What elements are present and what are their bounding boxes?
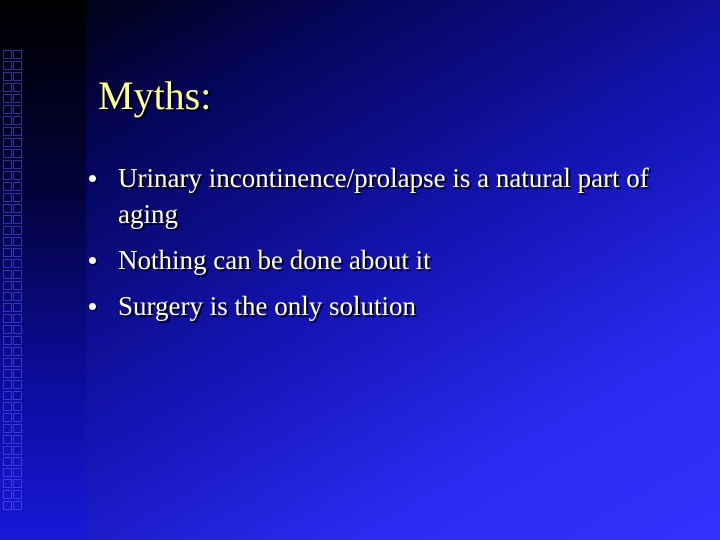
decorative-square <box>13 391 22 400</box>
decorative-square <box>13 171 22 180</box>
decorative-square <box>3 50 12 59</box>
decorative-square <box>13 270 22 279</box>
decorative-square <box>3 72 12 81</box>
decorative-square <box>13 281 22 290</box>
decorative-square <box>3 226 12 235</box>
decorative-square <box>13 160 22 169</box>
decorative-square <box>3 237 12 246</box>
decorative-square <box>13 204 22 213</box>
decorative-square <box>13 138 22 147</box>
decorative-square <box>13 435 22 444</box>
decorative-square <box>3 182 12 191</box>
left-decorative-strip <box>0 0 86 540</box>
decorative-square <box>3 270 12 279</box>
decorative-square <box>13 50 22 59</box>
decorative-square <box>13 424 22 433</box>
decorative-square <box>3 479 12 488</box>
decorative-squares <box>3 50 21 520</box>
decorative-square <box>13 501 22 510</box>
decorative-square <box>3 314 12 323</box>
decorative-square <box>13 259 22 268</box>
decorative-square <box>13 127 22 136</box>
decorative-square <box>3 336 12 345</box>
decorative-square <box>13 369 22 378</box>
decorative-square <box>3 391 12 400</box>
bullet-dot-icon <box>89 303 96 310</box>
decorative-square <box>13 105 22 114</box>
decorative-square <box>13 72 22 81</box>
decorative-square <box>3 490 12 499</box>
decorative-square <box>3 127 12 136</box>
decorative-square <box>3 303 12 312</box>
decorative-square <box>3 149 12 158</box>
decorative-square <box>13 380 22 389</box>
decorative-square <box>3 281 12 290</box>
bullet-text: Urinary incontinence/prolapse is a natural part of aging <box>118 163 649 229</box>
decorative-square <box>13 215 22 224</box>
bullet-item <box>88 288 688 324</box>
decorative-square <box>3 138 12 147</box>
bullet-item <box>88 242 688 278</box>
decorative-square <box>13 347 22 356</box>
decorative-square <box>13 193 22 202</box>
decorative-square <box>13 226 22 235</box>
bullet-item <box>88 160 688 232</box>
decorative-square <box>3 424 12 433</box>
decorative-square <box>13 83 22 92</box>
decorative-square <box>3 457 12 466</box>
decorative-square <box>3 358 12 367</box>
decorative-square <box>3 94 12 103</box>
decorative-square <box>3 171 12 180</box>
decorative-square <box>3 292 12 301</box>
decorative-square <box>13 468 22 477</box>
decorative-square <box>3 248 12 257</box>
decorative-square <box>13 61 22 70</box>
decorative-square <box>3 259 12 268</box>
decorative-square <box>13 402 22 411</box>
decorative-square <box>13 292 22 301</box>
bullet-text: Surgery is the only solution <box>118 291 417 321</box>
decorative-square <box>3 61 12 70</box>
decorative-square <box>13 303 22 312</box>
decorative-square <box>13 94 22 103</box>
decorative-square <box>3 83 12 92</box>
decorative-square <box>13 116 22 125</box>
decorative-square <box>3 160 12 169</box>
decorative-square <box>3 446 12 455</box>
decorative-square <box>3 380 12 389</box>
decorative-square <box>3 413 12 422</box>
bullet-dot-icon <box>89 175 96 182</box>
bullet-dot-icon <box>89 257 96 264</box>
decorative-square <box>13 490 22 499</box>
decorative-square <box>3 193 12 202</box>
decorative-square <box>13 413 22 422</box>
bullet-list <box>88 160 688 334</box>
bullet-text: Nothing can be done about it <box>118 245 431 275</box>
decorative-square <box>3 325 12 334</box>
decorative-square <box>3 204 12 213</box>
decorative-square <box>13 358 22 367</box>
decorative-square <box>13 237 22 246</box>
decorative-square <box>3 468 12 477</box>
slide-title: Myths: <box>98 73 212 118</box>
decorative-square <box>13 314 22 323</box>
decorative-square <box>13 182 22 191</box>
decorative-square <box>3 501 12 510</box>
decorative-square <box>13 336 22 345</box>
decorative-square <box>13 248 22 257</box>
decorative-square <box>3 116 12 125</box>
decorative-square <box>3 435 12 444</box>
decorative-square <box>13 325 22 334</box>
decorative-square <box>3 105 12 114</box>
decorative-square <box>3 369 12 378</box>
decorative-square <box>13 149 22 158</box>
decorative-square <box>3 347 12 356</box>
decorative-square <box>13 446 22 455</box>
decorative-square <box>13 479 22 488</box>
decorative-square <box>13 457 22 466</box>
decorative-square <box>3 215 12 224</box>
decorative-square <box>3 402 12 411</box>
